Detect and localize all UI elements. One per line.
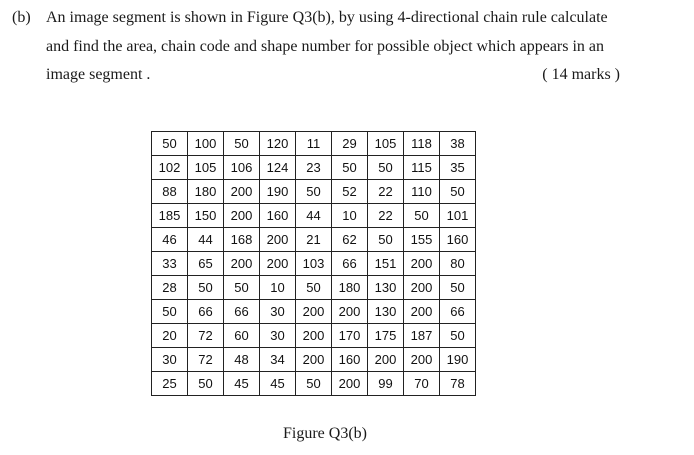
grid-cell: 33 [152, 252, 188, 276]
grid-cell: 200 [260, 252, 296, 276]
grid-cell: 50 [188, 276, 224, 300]
grid-cell: 45 [260, 372, 296, 396]
grid-cell: 65 [188, 252, 224, 276]
grid-cell: 130 [368, 276, 404, 300]
grid-row [152, 252, 476, 276]
grid-cell: 52 [332, 180, 368, 204]
grid-cell: 30 [260, 324, 296, 348]
grid-cell: 200 [404, 276, 440, 300]
grid-cell: 160 [440, 228, 476, 252]
grid-cell: 200 [404, 300, 440, 324]
grid-row [152, 372, 476, 396]
grid-cell: 160 [332, 348, 368, 372]
grid-cell: 200 [332, 300, 368, 324]
grid-cell: 44 [188, 228, 224, 252]
grid-cell: 22 [368, 180, 404, 204]
grid-cell: 170 [332, 324, 368, 348]
grid-cell: 72 [188, 324, 224, 348]
grid-cell: 23 [296, 156, 332, 180]
grid-row [152, 204, 476, 228]
question-text-line-1: An image segment is shown in Figure Q3(b), by using 4-directional chain rule calculate [46, 9, 608, 26]
grid-cell: 115 [404, 156, 440, 180]
grid-cell: 66 [332, 252, 368, 276]
grid-cell: 50 [296, 276, 332, 300]
grid-row [152, 156, 476, 180]
grid-row [152, 228, 476, 252]
grid-cell: 50 [440, 276, 476, 300]
grid-cell: 21 [296, 228, 332, 252]
grid-cell: 66 [440, 300, 476, 324]
grid-cell: 72 [188, 348, 224, 372]
question-text-line-2: and find the area, chain code and shape number for possible object which appears in an [46, 38, 605, 55]
grid-cell: 190 [260, 180, 296, 204]
grid-cell: 30 [152, 348, 188, 372]
grid-cell: 70 [404, 372, 440, 396]
grid-cell: 200 [296, 324, 332, 348]
grid-cell: 100 [188, 132, 224, 156]
grid-cell: 50 [224, 276, 260, 300]
grid-cell: 200 [404, 252, 440, 276]
grid-cell: 200 [368, 348, 404, 372]
grid-row [152, 132, 476, 156]
figure-caption: Figure Q3(b) [283, 425, 367, 442]
grid-cell: 200 [332, 372, 368, 396]
grid-cell: 78 [440, 372, 476, 396]
grid-row [152, 180, 476, 204]
grid-cell: 102 [152, 156, 188, 180]
grid-cell: 200 [404, 348, 440, 372]
grid-cell: 88 [152, 180, 188, 204]
grid-cell: 50 [188, 372, 224, 396]
grid-cell: 105 [188, 156, 224, 180]
grid-cell: 11 [296, 132, 332, 156]
grid-cell: 118 [404, 132, 440, 156]
grid-cell: 38 [440, 132, 476, 156]
grid-cell: 160 [260, 204, 296, 228]
grid-row [152, 276, 476, 300]
grid-cell: 50 [296, 180, 332, 204]
grid-cell: 200 [224, 252, 260, 276]
grid-cell: 155 [404, 228, 440, 252]
pixel-value-grid [151, 131, 476, 396]
grid-cell: 120 [260, 132, 296, 156]
grid-cell: 48 [224, 348, 260, 372]
grid-cell: 80 [440, 252, 476, 276]
grid-cell: 66 [224, 300, 260, 324]
image-segment-figure [151, 131, 476, 396]
grid-cell: 30 [260, 300, 296, 324]
grid-cell: 101 [440, 204, 476, 228]
grid-cell: 66 [188, 300, 224, 324]
grid-cell: 185 [152, 204, 188, 228]
grid-cell: 130 [368, 300, 404, 324]
grid-cell: 45 [224, 372, 260, 396]
grid-cell: 50 [152, 300, 188, 324]
question-label: (b) [12, 9, 31, 26]
grid-cell: 50 [404, 204, 440, 228]
grid-cell: 200 [296, 348, 332, 372]
pixel-grid-body [152, 132, 476, 396]
grid-cell: 124 [260, 156, 296, 180]
grid-cell: 150 [188, 204, 224, 228]
grid-cell: 50 [224, 132, 260, 156]
grid-cell: 50 [152, 132, 188, 156]
grid-cell: 151 [368, 252, 404, 276]
grid-cell: 190 [440, 348, 476, 372]
grid-cell: 180 [332, 276, 368, 300]
grid-cell: 50 [332, 156, 368, 180]
grid-cell: 28 [152, 276, 188, 300]
grid-cell: 60 [224, 324, 260, 348]
marks-allocation: ( 14 marks ) [542, 66, 620, 83]
grid-cell: 180 [188, 180, 224, 204]
grid-cell: 44 [296, 204, 332, 228]
grid-cell: 103 [296, 252, 332, 276]
grid-cell: 200 [260, 228, 296, 252]
grid-cell: 25 [152, 372, 188, 396]
grid-cell: 200 [224, 204, 260, 228]
grid-cell: 50 [368, 228, 404, 252]
grid-cell: 99 [368, 372, 404, 396]
grid-cell: 20 [152, 324, 188, 348]
grid-cell: 50 [440, 324, 476, 348]
grid-cell: 175 [368, 324, 404, 348]
grid-cell: 168 [224, 228, 260, 252]
grid-row [152, 300, 476, 324]
grid-cell: 46 [152, 228, 188, 252]
grid-cell: 187 [404, 324, 440, 348]
grid-row [152, 348, 476, 372]
grid-cell: 62 [332, 228, 368, 252]
grid-cell: 10 [332, 204, 368, 228]
grid-row [152, 324, 476, 348]
grid-cell: 50 [368, 156, 404, 180]
grid-cell: 106 [224, 156, 260, 180]
question-text-line-3: image segment . [46, 66, 151, 83]
grid-cell: 35 [440, 156, 476, 180]
grid-cell: 200 [296, 300, 332, 324]
grid-cell: 34 [260, 348, 296, 372]
grid-cell: 50 [440, 180, 476, 204]
grid-cell: 50 [296, 372, 332, 396]
grid-cell: 22 [368, 204, 404, 228]
grid-cell: 105 [368, 132, 404, 156]
grid-cell: 10 [260, 276, 296, 300]
grid-cell: 29 [332, 132, 368, 156]
grid-cell: 110 [404, 180, 440, 204]
grid-cell: 200 [224, 180, 260, 204]
